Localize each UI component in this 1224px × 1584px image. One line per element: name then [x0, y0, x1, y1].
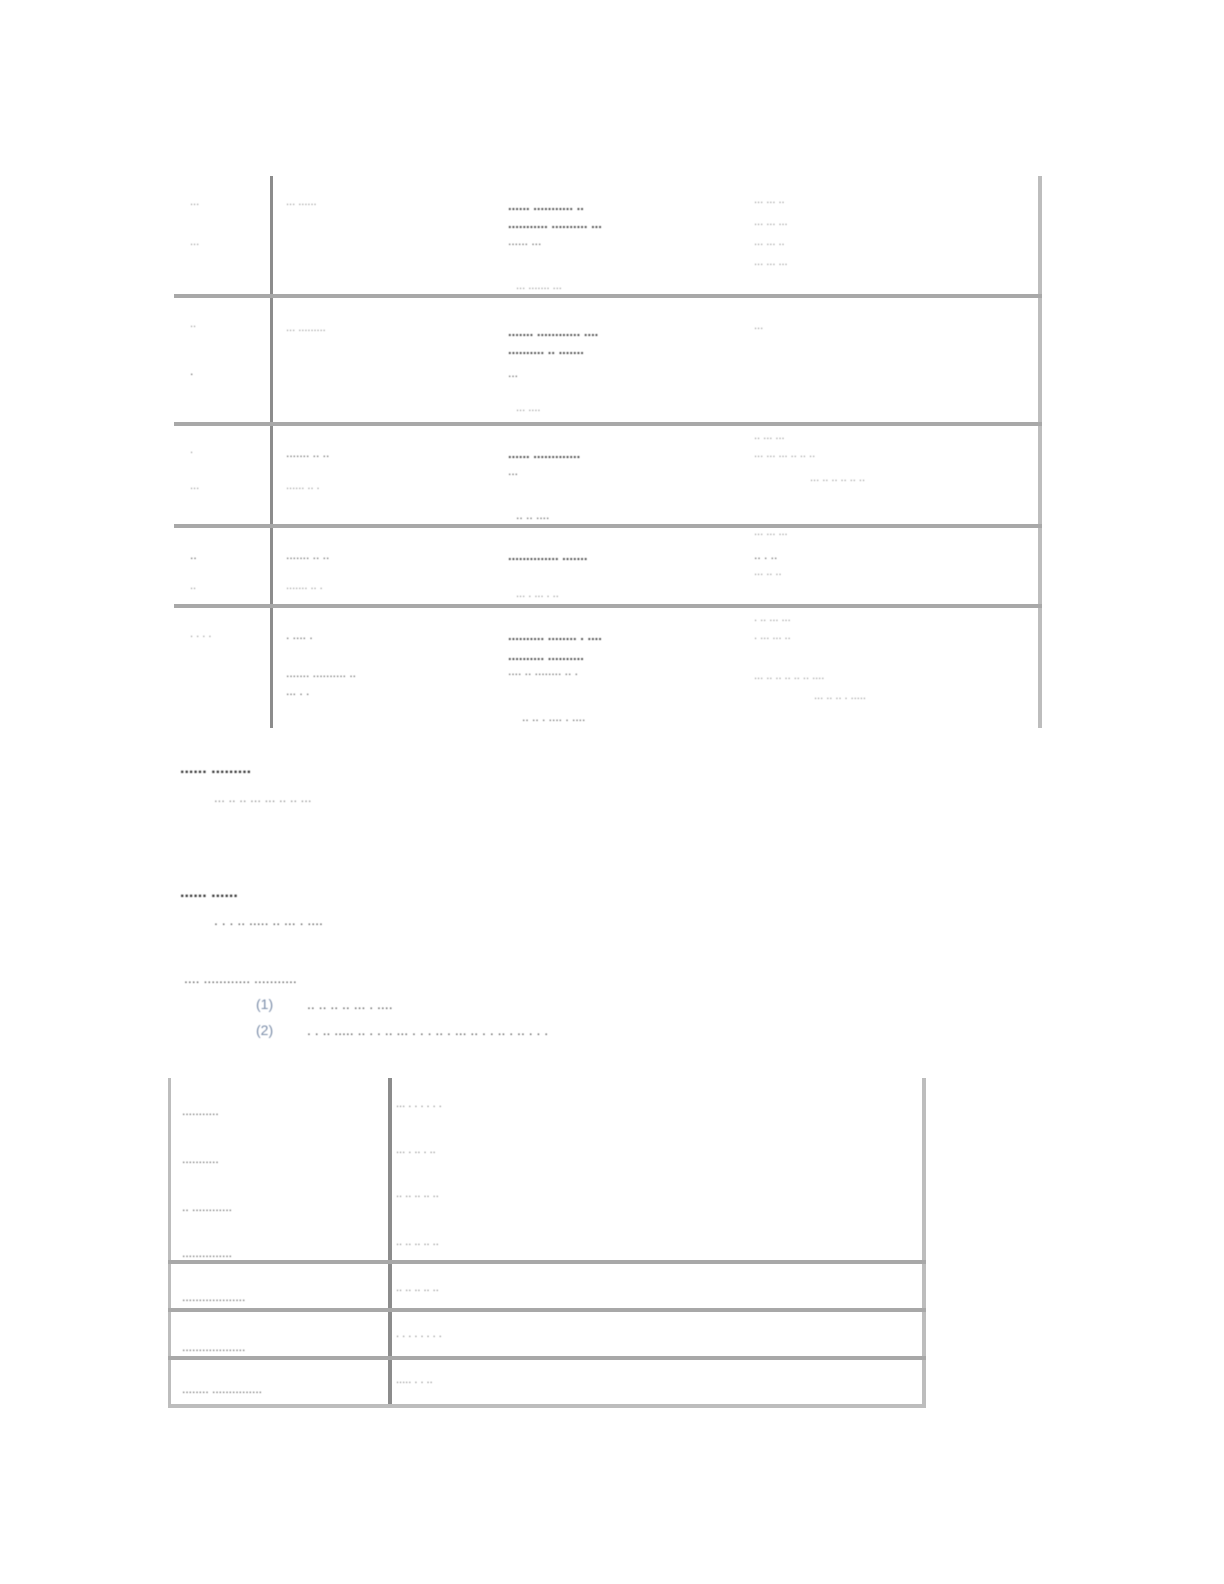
table-cell: ... . . [286, 684, 310, 698]
table-cell-label: .. ............ [182, 1200, 233, 1214]
table-cell: ... .. .. . ..... [814, 690, 866, 702]
table-cell: ....... .. . [286, 580, 323, 592]
list-item-number: (2) [256, 1022, 274, 1038]
table-cell: ... ....... ... [516, 280, 562, 292]
table-cell: ... ......... [286, 322, 326, 334]
table-cell: . ... ... .. [754, 630, 791, 642]
table-cell: ... [508, 464, 519, 478]
list-item-number: (1) [256, 996, 274, 1012]
table-cell: .. .. .... [516, 508, 550, 522]
row-divider [168, 1260, 926, 1264]
table-cell: ...... .. . [286, 480, 320, 492]
table-cell: ....... .. .. [286, 548, 330, 562]
section-heading: ...... ......... [180, 760, 252, 777]
table-cell: ... ... ... .. .. .. [754, 448, 816, 460]
table-cell: ... .. .. [754, 566, 782, 578]
row-divider [174, 524, 1042, 528]
table-cell: ....... .. .. [286, 446, 330, 460]
table-cell-value: ..... . . .. [396, 1374, 433, 1386]
row-divider [174, 604, 1042, 608]
table-cell: .. . .. [754, 548, 778, 562]
table-cell: .. [190, 548, 197, 562]
section-text: . . . .. ..... .. ... . .... [214, 912, 323, 928]
top-table [174, 176, 1046, 728]
table-cell: ...... ........... .. [508, 198, 584, 213]
table-cell: .. .. . .... . .... [522, 710, 586, 724]
table-cell: ... ... .. [754, 236, 785, 248]
table-cell: ... [190, 236, 200, 248]
table-cell-value: .. .. .. .. .. [396, 1236, 439, 1248]
section-heading: .... ............ ........... [184, 970, 297, 986]
table-cell: ...... ............. [508, 446, 581, 461]
list-item [256, 1022, 548, 1038]
list-item-text: .. .. .. .. ... . .... [307, 996, 393, 1012]
table-cell: ... .. .. .. .. .. .... [754, 670, 825, 682]
table-cell: . [190, 444, 194, 456]
table-cell: ....... .......... .. [286, 666, 357, 680]
table-divider [270, 176, 273, 728]
table-cell: .............. ....... [508, 548, 588, 563]
bottom-table [168, 1078, 928, 1408]
table-cell: ....... ............ .... [508, 324, 599, 339]
table-cell: .. [190, 318, 197, 330]
table-cell: .. ... ... [754, 430, 785, 442]
table-cell: ... ... ... [754, 216, 788, 228]
table-cell: . .. ... ... [754, 612, 791, 624]
table-cell-value: . . . . . . . . [396, 1328, 442, 1340]
table-cell-value: .. .. .. .. .. [396, 1282, 439, 1294]
section-text: ... .. .. ... ... .. .. ... [214, 790, 312, 805]
table-cell-label: ........... [182, 1104, 219, 1118]
table-cell-label: ............... [182, 1246, 233, 1260]
table-cell: .......... ........ . .... [508, 628, 602, 643]
table-cell: ... [508, 366, 519, 380]
table-border [168, 1404, 926, 1408]
table-cell: ...... ... [508, 234, 542, 248]
table-cell: ... [754, 320, 764, 332]
row-divider [168, 1308, 926, 1312]
table-cell-value: ... . .. . .. [396, 1144, 436, 1156]
table-cell: . .... . [286, 628, 313, 642]
table-cell: .... .. ........ .. . [508, 664, 579, 678]
table-cell-label: ........... [182, 1152, 219, 1166]
table-cell-value: ... . . . . . . [396, 1098, 442, 1110]
table-cell: ... .. .. .. .. .. [810, 472, 866, 484]
table-cell: ... . ... . .. [516, 588, 559, 600]
list-item [256, 996, 393, 1012]
table-cell: ... ... ... [754, 256, 788, 268]
table-cell: ... [190, 480, 200, 492]
section-heading: ...... ...... [180, 884, 238, 901]
table-cell-label: ........ ............... [182, 1382, 263, 1396]
table-cell: .. [190, 580, 197, 592]
list-item-text: . . .. ..... .. . . .. ... . . . .. . ... .. . . .. . .. . . . [307, 1022, 549, 1038]
table-border [1038, 176, 1042, 728]
table-cell-value: .. .. .. .. .. [396, 1188, 439, 1200]
table-cell: . . . . [190, 628, 212, 640]
table-cell: ... .... [516, 402, 541, 414]
table-cell: .......... .. ....... [508, 342, 584, 357]
table-cell-label: ................... [182, 1290, 246, 1304]
table-cell: ... ... ... [754, 526, 788, 538]
table-cell: ... ... .. [754, 194, 785, 206]
row-divider [168, 1356, 926, 1360]
table-cell: ........... .......... ... [508, 216, 602, 231]
table-cell: . [190, 364, 194, 378]
table-cell: ... [190, 196, 200, 208]
row-divider [174, 422, 1042, 426]
table-cell: ... ...... [286, 196, 317, 208]
row-divider [174, 294, 1042, 298]
table-cell-label: ................... [182, 1340, 246, 1354]
table-cell: .......... .......... [508, 648, 584, 663]
